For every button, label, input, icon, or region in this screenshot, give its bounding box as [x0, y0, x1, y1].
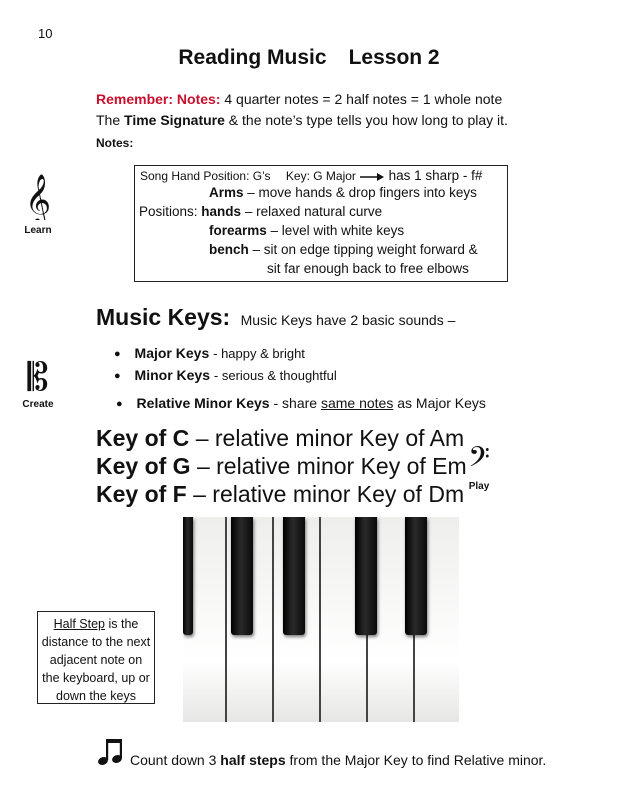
learn-icon-group	[13, 168, 63, 236]
arrow-right-icon	[359, 172, 385, 182]
alto-clef-icon	[13, 352, 63, 394]
forearms-row	[209, 223, 404, 238]
forearms-bold: forearms	[209, 223, 267, 238]
relative-minor-item: ● Relative Minor Keys - share same notes as Major Keys	[116, 395, 486, 411]
black-key	[283, 517, 305, 635]
svg-text:𝄢: 𝄢	[468, 441, 490, 476]
black-key	[405, 517, 427, 635]
play-label: Play	[468, 481, 490, 492]
music-keys-subtitle: Music Keys have 2 basic sounds –	[240, 312, 456, 328]
ts-bold: Time Signature	[124, 112, 225, 128]
list-item: ● Major Keys - happy & bright	[114, 345, 337, 367]
footer-text: Count down 3 half steps from the Major Key to find Relative minor.	[130, 752, 547, 768]
page-number: 10	[38, 26, 53, 41]
music-keys-list	[114, 345, 337, 389]
key-note: has 1 sharp - f#	[388, 168, 483, 183]
notes-text: 4 quarter notes = 2 half notes = 1 whole note	[224, 91, 503, 107]
key-line: Key of C – relative minor Key of Am	[96, 425, 465, 451]
bass-clef-icon	[454, 440, 504, 476]
key-line: Key of G – relative minor Key of Em	[96, 453, 467, 479]
remember-line	[96, 91, 502, 107]
notes-heading: Notes:	[96, 136, 134, 150]
beamed-eighth-notes-icon	[97, 737, 125, 767]
ts-pre: The	[96, 112, 121, 128]
create-label: Create	[22, 399, 54, 410]
black-key	[231, 517, 253, 635]
black-key	[355, 517, 377, 635]
remember-label: Remember:	[96, 91, 174, 107]
hands-row	[139, 204, 382, 219]
svg-text:𝄞: 𝄞	[24, 174, 52, 220]
half-step-box: Half Step is the distance to the next adjacent note on the keyboard, up or down the keys	[37, 611, 155, 704]
key-line: Key of F – relative minor Key of Dm	[96, 481, 465, 507]
hand-position-box	[134, 165, 508, 282]
key-value: G Major	[313, 169, 356, 183]
song-value: G’s	[252, 169, 271, 183]
key-label: Key:	[285, 169, 310, 183]
play-icon-group	[454, 440, 504, 492]
create-icon-group	[13, 352, 63, 410]
music-keys-heading-row	[96, 304, 455, 331]
svg-text:𝄡: 𝄡	[27, 355, 49, 394]
ts-post: & the note’s type tells you how long to play it.	[228, 112, 508, 128]
learn-label: Learn	[24, 225, 52, 236]
forearms-text: – level with white keys	[270, 223, 405, 238]
arms-row	[209, 185, 477, 200]
positions-label: Positions:	[139, 204, 198, 219]
page-title	[0, 46, 618, 70]
black-key	[183, 517, 193, 635]
list-item: ● Minor Keys - serious & thoughtful	[114, 367, 337, 389]
arms-bold: Arms	[209, 185, 244, 200]
piano-keyboard-image	[183, 517, 459, 722]
notes-label: Notes:	[176, 91, 221, 107]
bench-text: – sit on edge tipping weight forward &	[252, 242, 478, 257]
song-key-row	[140, 168, 482, 183]
hands-bold: hands	[201, 204, 242, 219]
title-part1: Reading Music	[178, 46, 327, 69]
bench-row	[209, 242, 478, 257]
arms-text: – move hands & drop fingers into keys	[247, 185, 477, 200]
time-signature-line	[96, 112, 508, 128]
bench-bold: bench	[209, 242, 249, 257]
title-part2: Lesson 2	[348, 46, 440, 69]
hands-text: – relaxed natural curve	[244, 204, 383, 219]
bench-row-2: sit far enough back to free elbows	[267, 261, 469, 276]
treble-clef-icon	[13, 168, 63, 220]
music-keys-heading: Music Keys:	[96, 304, 231, 330]
song-label: Song Hand Position:	[140, 169, 250, 183]
